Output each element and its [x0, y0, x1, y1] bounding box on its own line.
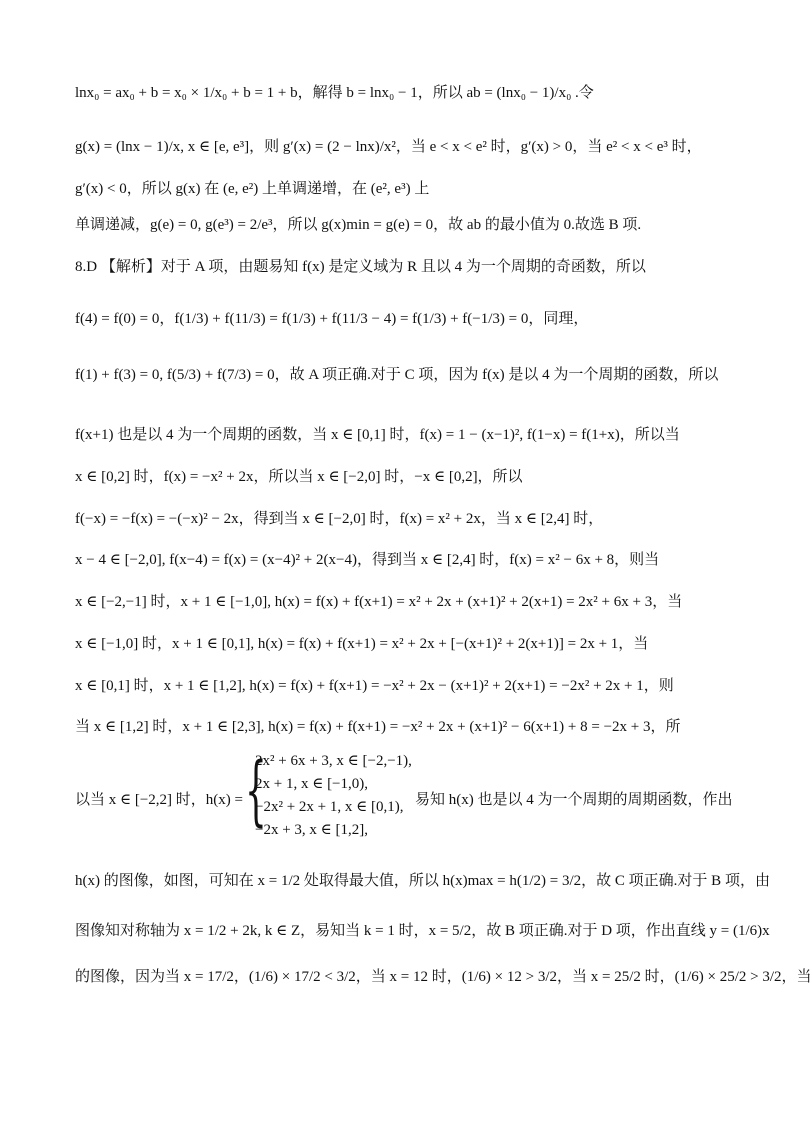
text-line-14: x ∈ [0,1] 时，x + 1 ∈ [1,2], h(x) = f(x) + f(x+1) = −x² + 2x − (x+1)² + 2(x+1) = −2x² + 2x + 1，则	[75, 678, 674, 694]
solution-8-heading: 8.D 【解析】对于 A 项，由题易知 f(x) 是定义域为 R 且以 4 为一个周期的奇函数，所以	[75, 259, 646, 275]
text-line-13: x ∈ [−1,0] 时，x + 1 ∈ [0,1], h(x) = f(x) + f(x+1) = x² + 2x + [−(x+1)² + 2(x+1)] = 2x + 1，当	[75, 636, 649, 652]
text-line-18: 图像知对称轴为 x = 1/2 + 2k, k ∈ Z，易知当 k = 1 时，x = 5/2，故 B 项正确.对于 D 项，作出直线 y = (1/6)x	[75, 923, 770, 939]
text-line-2: g(x) = (lnx − 1)/x, x ∈ [e, e³]，则 g′(x) = (2 − lnx)/x²，当 e < x < e² 时，g′(x) > 0，当 e² < x < e³ 时，	[75, 139, 702, 155]
piecewise-row: 2x² + 6x + 3, x ∈ [−2,−1),	[255, 753, 412, 769]
text-line-3: g′(x) < 0，所以 g(x) 在 (e, e²) 上单调递增，在 (e², e³) 上	[75, 181, 430, 197]
piecewise-lead: 以当 x ∈ [−2,2] 时，h(x) =	[75, 792, 244, 808]
piecewise-tail: 易知 h(x) 也是以 4 为一个周期的周期函数，作出	[415, 792, 733, 808]
text-line-7: f(1) + f(3) = 0, f(5/3) + f(7/3) = 0，故 A 项正确.对于 C 项，因为 f(x) 是以 4 为一个周期的函数，所以	[75, 367, 719, 383]
text-line-17: h(x) 的图像，如图，可知在 x = 1/2 处取得最大值，所以 h(x)max = h(1/2) = 3/2，故 C 项正确.对于 B 项，由	[75, 873, 770, 889]
text-line-12: x ∈ [−2,−1] 时，x + 1 ∈ [−1,0], h(x) = f(x) + f(x+1) = x² + 2x + (x+1)² + 2(x+1) = 2x² + 6x + 3，当	[75, 594, 683, 610]
text-line-15: 当 x ∈ [1,2] 时，x + 1 ∈ [2,3], h(x) = f(x) + f(x+1) = −x² + 2x + (x+1)² − 6(x+1) + 8 = −2x + 3，所	[75, 719, 681, 735]
piecewise-row: −2x² + 2x + 1, x ∈ [0,1),	[255, 799, 404, 815]
text-line-8: f(x+1) 也是以 4 为一个周期的函数，当 x ∈ [0,1] 时，f(x) = 1 − (x−1)², f(1−x) = f(1+x)，所以当	[75, 427, 680, 443]
text-line-9: x ∈ [0,2] 时，f(x) = −x² + 2x，所以当 x ∈ [−2,0] 时，−x ∈ [0,2]，所以	[75, 469, 523, 485]
text-line-1: lnx₀ = ax₀ + b = x₀ × 1/x₀ + b = 1 + b，解得 b = lnx₀ − 1，所以 ab = (lnx₀ − 1)/x₀ .令	[75, 85, 594, 101]
text-line-4: 单调递减，g(e) = 0, g(e³) = 2/e³，所以 g(x)min = g(e) = 0，故 ab 的最小值为 0.故选 B 项.	[75, 217, 642, 233]
piecewise-row: −2x + 3, x ∈ [1,2],	[255, 822, 369, 838]
piecewise-rows	[255, 750, 412, 842]
piecewise-row: 2x + 1, x ∈ [−1,0),	[255, 776, 369, 792]
text-line-6: f(4) = f(0) = 0，f(1/3) + f(11/3) = f(1/3) + f(11/3 − 4) = f(1/3) + f(−1/3) = 0，同理，	[75, 311, 589, 327]
text-line-11: x − 4 ∈ [−2,0], f(x−4) = f(x) = (x−4)² + 2(x−4)，得到当 x ∈ [2,4] 时，f(x) = x² − 6x + 8，则当	[75, 552, 660, 568]
left-brace: {	[245, 745, 267, 834]
piecewise-definition	[75, 745, 733, 848]
text-line-10: f(−x) = −f(x) = −(−x)² − 2x，得到当 x ∈ [−2,0] 时，f(x) = x² + 2x，当 x ∈ [2,4] 时，	[75, 511, 604, 527]
text-line-19: 的图像，因为当 x = 17/2，(1/6) × 17/2 < 3/2，当 x = 12 时，(1/6) × 12 > 3/2，当 x = 25/2 时，(1/6) × 25/2 > 3/2，当	[75, 969, 812, 985]
